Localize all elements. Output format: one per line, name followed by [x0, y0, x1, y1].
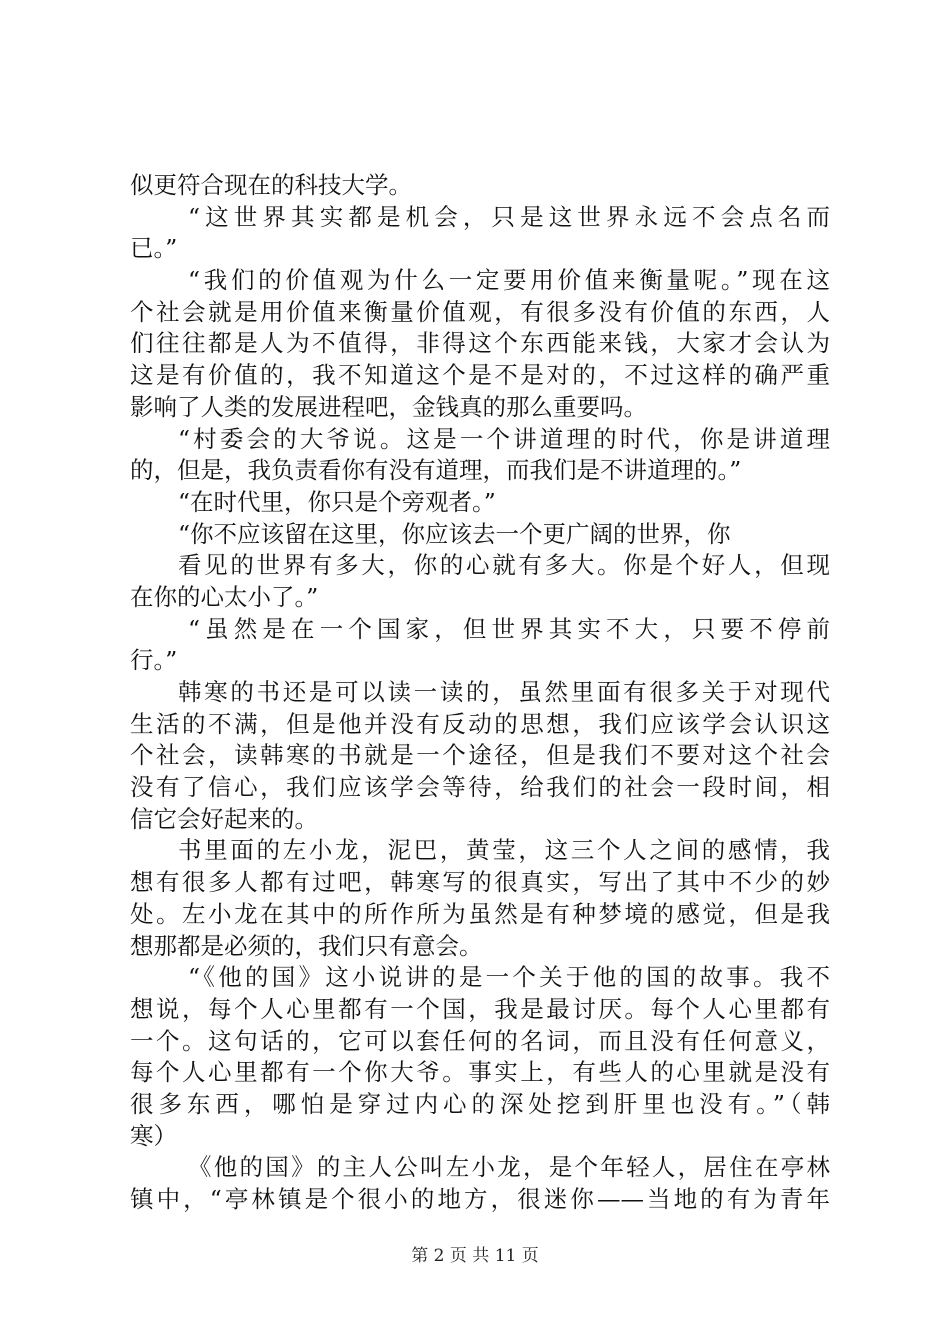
text-line: 已。”: [130, 234, 178, 263]
text-line: 似更符合现在的科技大学。: [130, 171, 412, 199]
text-line: 想有很多人都有过吧，韩寒写的很真实，写出了其中不少的妙: [130, 868, 830, 897]
text-line: 寒）: [130, 1121, 177, 1150]
text-line: 处。左小龙在其中的所作所为虽然是有种梦境的感觉，但是我: [130, 899, 830, 928]
text-line: “村委会的大爷说。这是一个讲道理的时代，你是讲道理: [178, 424, 830, 453]
text-line: 的，但是，我负责看你有没有道理，而我们是不讲道理的。”: [130, 456, 742, 485]
text-line: “《他的国》这小说讲的是一个关于他的国的故事。我不: [188, 963, 830, 992]
text-line: 一个。这句话的，它可以套任何的名词，而且没有任何意义，: [130, 1026, 830, 1055]
text-line: 想说，每个人心里都有一个国，我是最讨厌。每个人心里都有: [130, 994, 830, 1023]
text-line: 韩寒的书还是可以读一读的，虽然里面有很多关于对现代: [178, 678, 830, 706]
text-line: 生活的不满，但是他并没有反动的思想，我们应该学会认识这: [130, 709, 830, 738]
document-body: [130, 170, 830, 1216]
text-line: 镇中，“亭林镇是个很小的地方，很迷你——当地的有为青年: [130, 1185, 830, 1213]
text-line: 每个人心里都有一个你大爷。事实上，有些人的心里就是没有: [130, 1058, 830, 1087]
text-line: 个社会就是用价值来衡量价值观，有很多没有价值的东西，人: [130, 297, 830, 326]
text-line: 行。”: [130, 646, 178, 675]
text-line: “你不应该留在这里，你应该去一个更广阔的世界，你: [178, 519, 731, 548]
text-line: “在时代里，你只是个旁观者。”: [178, 487, 496, 516]
text-line: “这世界其实都是机会，只是这世界永远不会点名而: [188, 202, 830, 231]
text-line: 信它会好起来的。: [130, 804, 318, 833]
page-footer: 第 2 页 共 11 页: [411, 1246, 539, 1266]
text-line: 在你的心太小了。”: [130, 582, 319, 611]
text-line: 们往往都是人为不值得，非得这个东西能来钱，大家才会认为: [130, 329, 830, 358]
text-line: 个社会，读韩寒的书就是一个途径，但是我们不要对这个社会: [130, 741, 830, 770]
text-line: 《他的国》的主人公叫左小龙，是个年轻人，居住在亭林: [188, 1153, 830, 1182]
text-line: 很多东西，哪怕是穿过内心的深处挖到肝里也没有。”（韩: [130, 1089, 830, 1118]
text-line: 没有了信心，我们应该学会等待，给我们的社会一段时间，相: [130, 773, 830, 802]
text-line: 影响了人类的发展进程吧，金钱真的那么重要吗。: [130, 392, 647, 421]
text-line: 这是有价值的，我不知道这个是不是对的，不过这样的确严重: [130, 361, 830, 390]
text-line: 书里面的左小龙，泥巴，黄莹，这三个人之间的感情，我: [178, 836, 830, 865]
text-line: 想那都是必须的，我们只有意会。: [130, 931, 483, 960]
text-line: “我们的价值观为什么一定要用价值来衡量呢。”现在这: [188, 266, 830, 295]
text-line: “虽然是在一个国家，但世界其实不大，只要不停前: [188, 614, 830, 643]
text-line: 看见的世界有多大，你的心就有多大。你是个好人，但现: [178, 551, 830, 580]
